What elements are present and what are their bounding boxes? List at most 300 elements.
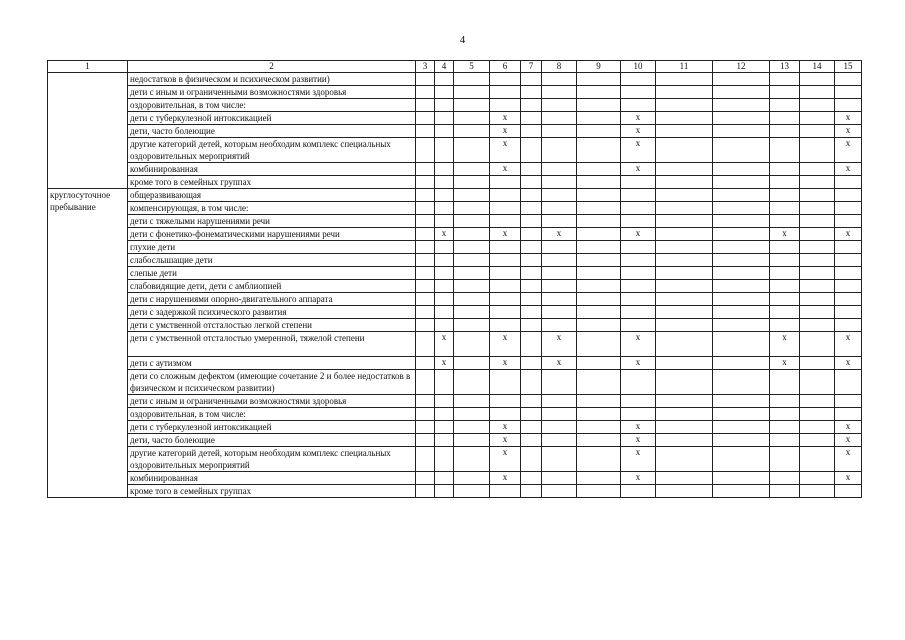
mark-cell-col-10: x: [621, 421, 656, 434]
table-row: [48, 99, 862, 112]
mark-cell-col-9: [577, 472, 621, 485]
mark-cell-col-15: [835, 202, 862, 215]
table-row: [48, 357, 862, 370]
mark-cell-col-8: [542, 319, 577, 332]
mark-cell-col-10: [621, 73, 656, 86]
mark-cell-col-15: x: [835, 228, 862, 241]
mark-cell-col-5: [454, 293, 490, 306]
mark-cell-col-7: [521, 267, 542, 280]
mark-cell-col-3: [416, 306, 435, 319]
mark-cell-col-3: [416, 73, 435, 86]
mark-cell-col-8: [542, 485, 577, 498]
mark-cell-col-12: [713, 370, 770, 395]
mark-cell-col-4: [435, 319, 454, 332]
mark-cell-col-12: [713, 73, 770, 86]
mark-cell-col-6: [490, 267, 521, 280]
table-row: [48, 306, 862, 319]
mark-cell-col-9: [577, 99, 621, 112]
table-row: [48, 421, 862, 434]
mark-cell-col-11: [656, 306, 713, 319]
header-cell-8: 8: [542, 61, 577, 73]
table-row: [48, 447, 862, 472]
mark-cell-col-12: [713, 472, 770, 485]
mark-cell-col-12: [713, 280, 770, 293]
mark-cell-col-7: [521, 395, 542, 408]
mark-cell-col-10: [621, 293, 656, 306]
mark-cell-col-14: [800, 395, 835, 408]
mark-cell-col-6: x: [490, 163, 521, 176]
mark-cell-col-13: [770, 472, 800, 485]
table-row: [48, 319, 862, 332]
mark-cell-col-11: [656, 434, 713, 447]
mark-cell-col-3: [416, 112, 435, 125]
mark-cell-col-4: [435, 163, 454, 176]
mark-cell-col-13: [770, 99, 800, 112]
mark-cell-col-12: [713, 434, 770, 447]
mark-cell-col-6: x: [490, 112, 521, 125]
mark-cell-col-10: x: [621, 163, 656, 176]
mark-cell-col-12: [713, 357, 770, 370]
mark-cell-col-7: [521, 408, 542, 421]
mark-cell-col-12: [713, 241, 770, 254]
mark-cell-col-13: [770, 395, 800, 408]
mark-cell-col-15: x: [835, 138, 862, 163]
mark-cell-col-7: [521, 163, 542, 176]
table-row: [48, 138, 862, 163]
header-cell-14: 14: [800, 61, 835, 73]
mark-cell-col-9: [577, 447, 621, 472]
mark-cell-col-13: [770, 447, 800, 472]
mark-cell-col-14: [800, 421, 835, 434]
mark-cell-col-13: [770, 202, 800, 215]
mark-cell-col-10: [621, 99, 656, 112]
mark-cell-col-8: [542, 215, 577, 228]
mark-cell-col-8: [542, 408, 577, 421]
row-label-cell: глухие дети: [128, 241, 416, 254]
row-label-cell: дети с умственной отсталостью умеренной, тяжелой степени: [128, 332, 416, 357]
mark-cell-col-11: [656, 254, 713, 267]
mark-cell-col-8: [542, 267, 577, 280]
mark-cell-col-12: [713, 485, 770, 498]
mark-cell-col-3: [416, 357, 435, 370]
mark-cell-col-15: [835, 319, 862, 332]
mark-cell-col-14: [800, 370, 835, 395]
mark-cell-col-12: [713, 306, 770, 319]
mark-cell-col-15: [835, 241, 862, 254]
table-row: [48, 254, 862, 267]
mark-cell-col-5: [454, 485, 490, 498]
mark-cell-col-10: [621, 267, 656, 280]
mark-cell-col-6: [490, 202, 521, 215]
mark-cell-col-10: x: [621, 332, 656, 357]
header-cell-15: 15: [835, 61, 862, 73]
mark-cell-col-4: [435, 112, 454, 125]
mark-cell-col-12: [713, 254, 770, 267]
mark-cell-col-11: [656, 163, 713, 176]
mark-cell-col-13: [770, 254, 800, 267]
table-row: [48, 485, 862, 498]
mark-cell-col-4: [435, 73, 454, 86]
mark-cell-col-6: [490, 319, 521, 332]
mark-cell-col-14: [800, 138, 835, 163]
mark-cell-col-8: [542, 99, 577, 112]
mark-cell-col-12: [713, 408, 770, 421]
table-row: [48, 125, 862, 138]
mark-cell-col-4: [435, 189, 454, 202]
mark-cell-col-10: [621, 254, 656, 267]
header-cell-10: 10: [621, 61, 656, 73]
mark-cell-col-7: [521, 189, 542, 202]
row-label-cell: оздоровительная, в том числе:: [128, 99, 416, 112]
mark-cell-col-3: [416, 267, 435, 280]
mark-cell-col-9: [577, 332, 621, 357]
row-label-cell: комбинированная: [128, 163, 416, 176]
header-cell-12: 12: [713, 61, 770, 73]
header-cell-3: 3: [416, 61, 435, 73]
mark-cell-col-8: [542, 202, 577, 215]
mark-cell-col-5: [454, 408, 490, 421]
mark-cell-col-7: [521, 176, 542, 189]
mark-cell-col-15: x: [835, 357, 862, 370]
header-cell-6: 6: [490, 61, 521, 73]
mark-cell-col-10: [621, 370, 656, 395]
row-label-cell: дети с туберкулезной интоксикацией: [128, 421, 416, 434]
mark-cell-col-12: [713, 421, 770, 434]
mark-cell-col-8: [542, 138, 577, 163]
mark-cell-col-7: [521, 319, 542, 332]
mark-cell-col-3: [416, 332, 435, 357]
table-row: [48, 293, 862, 306]
mark-cell-col-7: [521, 202, 542, 215]
mark-cell-col-9: [577, 280, 621, 293]
row-label-cell: слепые дети: [128, 267, 416, 280]
mark-cell-col-14: [800, 202, 835, 215]
mark-cell-col-6: [490, 86, 521, 99]
mark-cell-col-8: [542, 125, 577, 138]
mark-cell-col-6: x: [490, 138, 521, 163]
mark-cell-col-13: [770, 485, 800, 498]
row-label-cell: дети с умственной отсталостью легкой степени: [128, 319, 416, 332]
mark-cell-col-14: [800, 447, 835, 472]
mark-cell-col-3: [416, 447, 435, 472]
mark-cell-col-13: [770, 319, 800, 332]
mark-cell-col-11: [656, 267, 713, 280]
mark-cell-col-6: [490, 408, 521, 421]
row-label-cell: дети с иным и ограниченными возможностями здоровья: [128, 395, 416, 408]
mark-cell-col-5: [454, 125, 490, 138]
mark-cell-col-15: [835, 267, 862, 280]
mark-cell-col-12: [713, 228, 770, 241]
mark-cell-col-10: x: [621, 125, 656, 138]
mark-cell-col-6: [490, 189, 521, 202]
mark-cell-col-9: [577, 112, 621, 125]
mark-cell-col-7: [521, 447, 542, 472]
row-label-cell: слабовидящие дети, дети с амблиопией: [128, 280, 416, 293]
mark-cell-col-12: [713, 99, 770, 112]
mark-cell-col-7: [521, 254, 542, 267]
mark-cell-col-10: [621, 189, 656, 202]
header-cell-7: 7: [521, 61, 542, 73]
mark-cell-col-3: [416, 319, 435, 332]
mark-cell-col-11: [656, 215, 713, 228]
row-label-cell: кроме того в семейных группах: [128, 485, 416, 498]
mark-cell-col-5: [454, 228, 490, 241]
mark-cell-col-13: x: [770, 228, 800, 241]
mark-cell-col-5: [454, 254, 490, 267]
mark-cell-col-5: [454, 472, 490, 485]
mark-cell-col-12: [713, 163, 770, 176]
mark-cell-col-8: [542, 112, 577, 125]
mark-cell-col-15: [835, 485, 862, 498]
mark-cell-col-5: [454, 370, 490, 395]
mark-cell-col-8: [542, 280, 577, 293]
mark-cell-col-15: [835, 254, 862, 267]
mark-cell-col-10: x: [621, 447, 656, 472]
mark-cell-col-15: [835, 306, 862, 319]
mark-cell-col-12: [713, 447, 770, 472]
mark-cell-col-6: x: [490, 447, 521, 472]
mark-cell-col-3: [416, 86, 435, 99]
mark-cell-col-9: [577, 86, 621, 99]
mark-cell-col-8: [542, 86, 577, 99]
mark-cell-col-8: [542, 370, 577, 395]
mark-cell-col-14: [800, 472, 835, 485]
mark-cell-col-9: [577, 395, 621, 408]
mark-cell-col-14: [800, 319, 835, 332]
mark-cell-col-8: [542, 189, 577, 202]
mark-cell-col-9: [577, 421, 621, 434]
mark-cell-col-14: [800, 293, 835, 306]
table-row: [48, 332, 862, 357]
mark-cell-col-8: [542, 73, 577, 86]
mark-cell-col-12: [713, 189, 770, 202]
mark-cell-col-5: [454, 176, 490, 189]
mark-cell-col-5: [454, 332, 490, 357]
mark-cell-col-11: [656, 189, 713, 202]
mark-cell-col-4: [435, 99, 454, 112]
mark-cell-col-3: [416, 485, 435, 498]
mark-cell-col-10: [621, 280, 656, 293]
table-row: [48, 202, 862, 215]
table-row: [48, 73, 862, 86]
mark-cell-col-7: [521, 99, 542, 112]
page-number: 4: [459, 34, 466, 46]
mark-cell-col-9: [577, 319, 621, 332]
mark-cell-col-3: [416, 370, 435, 395]
mark-cell-col-14: [800, 241, 835, 254]
mark-cell-col-15: x: [835, 472, 862, 485]
mark-cell-col-15: [835, 176, 862, 189]
mark-cell-col-5: [454, 447, 490, 472]
mark-cell-col-8: x: [542, 228, 577, 241]
mark-cell-col-6: [490, 280, 521, 293]
mark-cell-col-5: [454, 112, 490, 125]
mark-cell-col-15: [835, 293, 862, 306]
mark-cell-col-7: [521, 332, 542, 357]
mark-cell-col-8: [542, 395, 577, 408]
mark-cell-col-6: [490, 73, 521, 86]
mark-cell-col-11: [656, 357, 713, 370]
table-row: [48, 176, 862, 189]
mark-cell-col-9: [577, 293, 621, 306]
mark-cell-col-14: [800, 357, 835, 370]
row-label-cell: дети с тяжелыми нарушениями речи: [128, 215, 416, 228]
mark-cell-col-13: x: [770, 357, 800, 370]
mark-cell-col-9: [577, 228, 621, 241]
mark-cell-col-12: [713, 125, 770, 138]
mark-cell-col-14: [800, 434, 835, 447]
mark-cell-col-7: [521, 357, 542, 370]
mark-cell-col-9: [577, 370, 621, 395]
mark-cell-col-6: [490, 485, 521, 498]
mark-cell-col-10: x: [621, 228, 656, 241]
mark-cell-col-9: [577, 254, 621, 267]
mark-cell-col-4: [435, 215, 454, 228]
row-label-cell: компенсирующая, в том числе:: [128, 202, 416, 215]
mark-cell-col-15: [835, 215, 862, 228]
mark-cell-col-10: [621, 485, 656, 498]
mark-cell-col-3: [416, 280, 435, 293]
mark-cell-col-7: [521, 280, 542, 293]
mark-cell-col-10: [621, 319, 656, 332]
row-label-cell: кроме того в семейных группах: [128, 176, 416, 189]
mark-cell-col-3: [416, 215, 435, 228]
mark-cell-col-12: [713, 86, 770, 99]
mark-cell-col-4: [435, 280, 454, 293]
mark-cell-col-6: [490, 176, 521, 189]
mark-cell-col-6: [490, 99, 521, 112]
mark-cell-col-14: [800, 176, 835, 189]
table-row: [48, 408, 862, 421]
mark-cell-col-12: [713, 138, 770, 163]
mark-cell-col-11: [656, 73, 713, 86]
mark-cell-col-3: [416, 472, 435, 485]
mark-cell-col-7: [521, 485, 542, 498]
row-label-cell: другие категорий детей, которым необходим комплекс специальных оздоровительных мероприятий: [128, 447, 416, 472]
mark-cell-col-13: [770, 370, 800, 395]
mark-cell-col-6: x: [490, 125, 521, 138]
mark-cell-col-4: [435, 293, 454, 306]
mark-cell-col-4: [435, 434, 454, 447]
mark-cell-col-6: x: [490, 472, 521, 485]
mark-cell-col-8: [542, 241, 577, 254]
table-row: [48, 280, 862, 293]
mark-cell-col-11: [656, 408, 713, 421]
mark-cell-col-6: x: [490, 421, 521, 434]
mark-cell-col-11: [656, 319, 713, 332]
mark-cell-col-15: [835, 99, 862, 112]
mark-cell-col-10: x: [621, 434, 656, 447]
table-row: [48, 112, 862, 125]
mark-cell-col-11: [656, 202, 713, 215]
mark-cell-col-4: x: [435, 357, 454, 370]
mark-cell-col-5: [454, 421, 490, 434]
row-label-cell: дети со сложным дефектом (имеющие сочетание 2 и более недостатков в физическом и психическом развитии): [128, 370, 416, 395]
mark-cell-col-9: [577, 241, 621, 254]
row-label-cell: слабослышащие дети: [128, 254, 416, 267]
mark-cell-col-14: [800, 189, 835, 202]
mark-cell-col-7: [521, 125, 542, 138]
mark-cell-col-13: [770, 434, 800, 447]
mark-cell-col-9: [577, 189, 621, 202]
mark-cell-col-11: [656, 485, 713, 498]
row-label-cell: оздоровительная, в том числе:: [128, 408, 416, 421]
mark-cell-col-13: [770, 280, 800, 293]
mark-cell-col-12: [713, 202, 770, 215]
mark-cell-col-9: [577, 138, 621, 163]
mark-cell-col-10: x: [621, 112, 656, 125]
mark-cell-col-9: [577, 485, 621, 498]
row-label-cell: дети, часто болеющие: [128, 434, 416, 447]
mark-cell-col-14: [800, 228, 835, 241]
mark-cell-col-9: [577, 306, 621, 319]
mark-cell-col-13: [770, 421, 800, 434]
mark-cell-col-14: [800, 306, 835, 319]
mark-cell-col-7: [521, 112, 542, 125]
row-label-cell: дети с туберкулезной интоксикацией: [128, 112, 416, 125]
mark-cell-col-10: [621, 395, 656, 408]
row-label-cell: дети, часто болеющие: [128, 125, 416, 138]
mark-cell-col-9: [577, 408, 621, 421]
mark-cell-col-10: [621, 408, 656, 421]
mark-cell-col-12: [713, 395, 770, 408]
mark-cell-col-14: [800, 99, 835, 112]
mark-cell-col-6: [490, 215, 521, 228]
mark-cell-col-12: [713, 332, 770, 357]
mark-cell-col-11: [656, 447, 713, 472]
mark-cell-col-11: [656, 99, 713, 112]
row-label-cell: дети с аутизмом: [128, 357, 416, 370]
mark-cell-col-13: [770, 163, 800, 176]
table-row: [48, 86, 862, 99]
mark-cell-col-3: [416, 241, 435, 254]
mark-cell-col-5: [454, 395, 490, 408]
mark-cell-col-13: [770, 241, 800, 254]
mark-cell-col-14: [800, 267, 835, 280]
mark-cell-col-4: [435, 395, 454, 408]
mark-cell-col-6: [490, 254, 521, 267]
mark-cell-col-11: [656, 241, 713, 254]
mark-cell-col-15: x: [835, 125, 862, 138]
mark-cell-col-8: [542, 472, 577, 485]
mark-cell-col-6: [490, 306, 521, 319]
mark-cell-col-14: [800, 485, 835, 498]
mark-cell-col-3: [416, 254, 435, 267]
mark-cell-col-4: [435, 421, 454, 434]
mark-cell-col-13: [770, 125, 800, 138]
mark-cell-col-11: [656, 280, 713, 293]
mark-cell-col-12: [713, 176, 770, 189]
mark-cell-col-14: [800, 125, 835, 138]
mark-cell-col-7: [521, 472, 542, 485]
mark-cell-col-10: [621, 176, 656, 189]
mark-cell-col-8: [542, 434, 577, 447]
header-cell-13: 13: [770, 61, 800, 73]
mark-cell-col-13: [770, 86, 800, 99]
mark-cell-col-6: [490, 241, 521, 254]
mark-cell-col-7: [521, 370, 542, 395]
group-label-cell: [48, 73, 128, 189]
mark-cell-col-4: [435, 472, 454, 485]
mark-cell-col-8: [542, 447, 577, 472]
header-cell-9: 9: [577, 61, 621, 73]
mark-cell-col-13: [770, 176, 800, 189]
mark-cell-col-7: [521, 421, 542, 434]
mark-cell-col-8: [542, 254, 577, 267]
mark-cell-col-11: [656, 472, 713, 485]
mark-cell-col-7: [521, 306, 542, 319]
mark-cell-col-7: [521, 138, 542, 163]
